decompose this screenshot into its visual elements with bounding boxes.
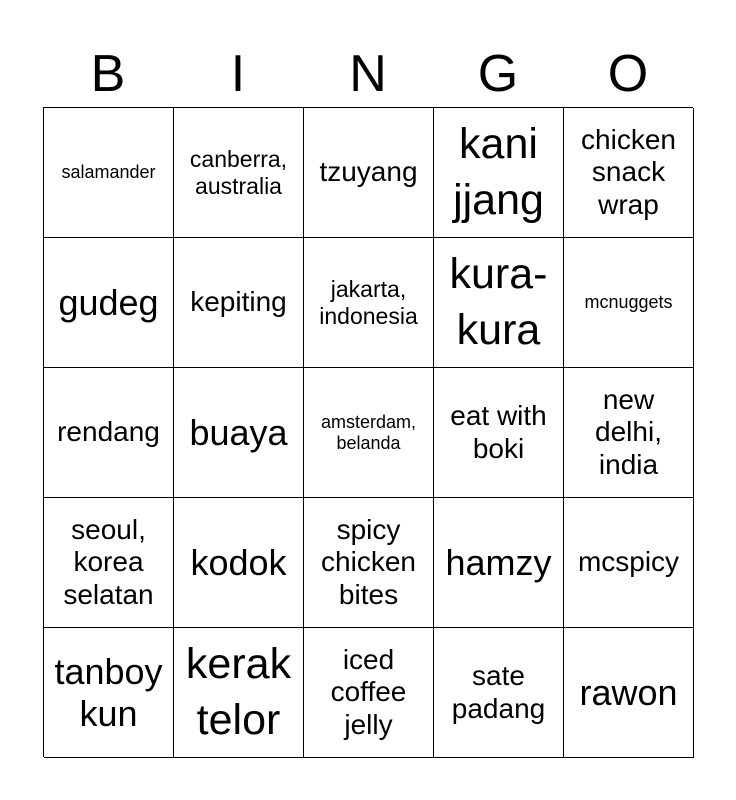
bingo-cell[interactable]: chicken snack wrap [564,108,694,238]
bingo-cell[interactable]: eat with boki [434,368,564,498]
bingo-cell[interactable]: sate padang [434,628,564,758]
bingo-cell[interactable]: kerak telor [174,628,304,758]
bingo-cell[interactable]: gudeg [44,238,174,368]
header-letter-i: I [230,45,246,103]
header-letter-g: G [477,45,519,103]
bingo-cell[interactable]: iced coffee jelly [304,628,434,758]
bingo-grid [43,107,693,757]
bingo-cell[interactable]: rawon [564,628,694,758]
bingo-cell[interactable]: hamzy [434,498,564,628]
bingo-cell[interactable]: canberra, australia [174,108,304,238]
bingo-cell[interactable]: mcspicy [564,498,694,628]
bingo-cell[interactable]: kepiting [174,238,304,368]
bingo-cell[interactable]: seoul, korea selatan [44,498,174,628]
header-letter-b: B [90,45,126,103]
bingo-cell[interactable]: spicy chicken bites [304,498,434,628]
bingo-cell[interactable]: kani jjang [434,108,564,238]
header-letter-n: N [349,45,387,103]
bingo-cell[interactable]: new delhi, india [564,368,694,498]
bingo-cell[interactable]: jakarta, indonesia [304,238,434,368]
header-letter-o: O [607,45,649,103]
bingo-cell[interactable]: amsterdam, belanda [304,368,434,498]
bingo-cell[interactable]: rendang [44,368,174,498]
bingo-cell[interactable]: kura-kura [434,238,564,368]
bingo-cell[interactable]: tanboy kun [44,628,174,758]
bingo-header [43,40,693,108]
bingo-cell[interactable]: salamander [44,108,174,238]
bingo-cell[interactable]: mcnuggets [564,238,694,368]
bingo-cell[interactable]: buaya [174,368,304,498]
bingo-cell[interactable]: kodok [174,498,304,628]
bingo-cell[interactable]: tzuyang [304,108,434,238]
